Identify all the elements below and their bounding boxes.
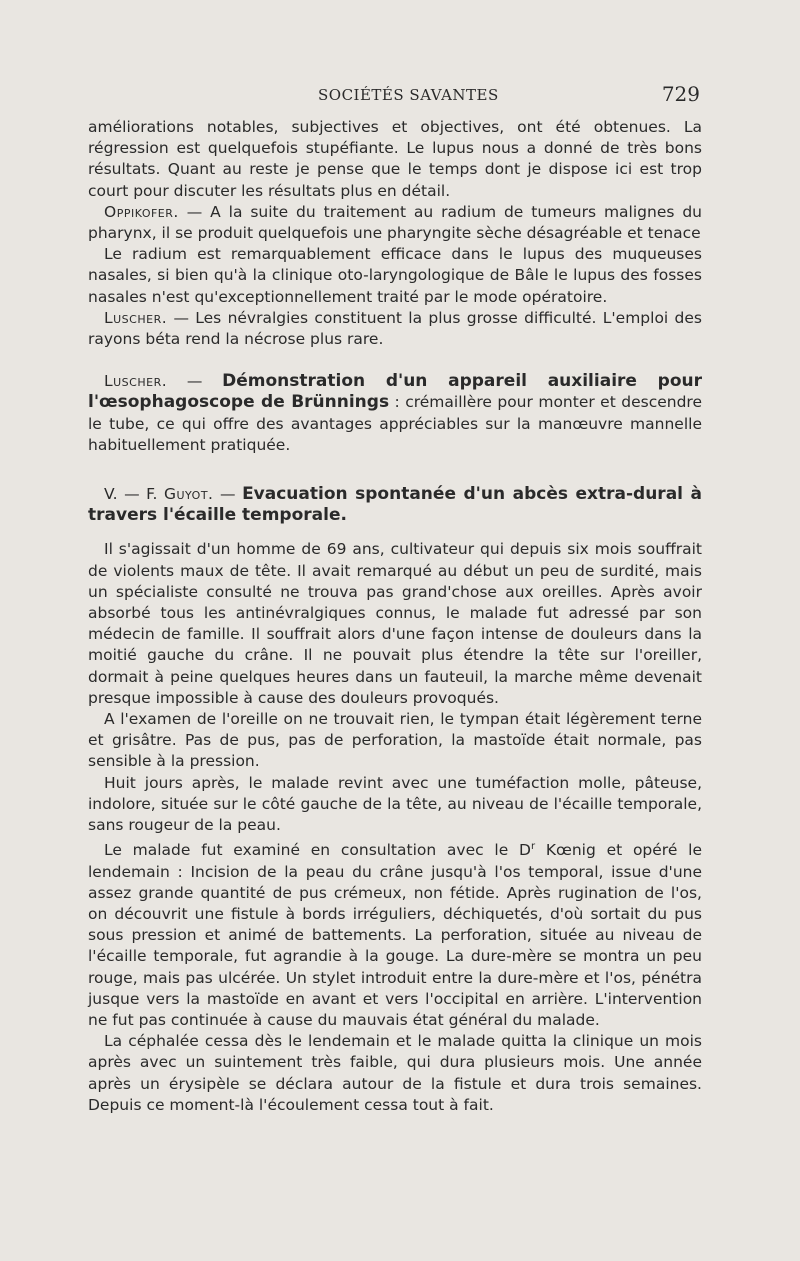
- paragraph-1: améliorations notables, subjectives et objectives, ont été obtenues. La régression est quelquefois stupéfiante. Le lupus nous a donné de très bons résultats. Quant au reste je pense que le temps dont je dispose ici est trop court pour discuter les résultats plus en détail.: [88, 118, 702, 200]
- paragraph-oppikofer: [88, 202, 702, 244]
- paragraph-text: Kœnig et opéré le lendemain : Incision de la peau du crâne jusqu'à l'os temporal, issue d'une assez grande quantité de pus crémeux, non fétide. Après rugination de l'os, on découvrit une fistule à bords irréguliers, déchiquetés, d'où sortait du pus sous pression et animé de battements. La perforation, située au niveau de l'écaille temporale, fut agrandie à la gouge. La dure-mère se montra un peu rouge, mais pas ulcérée. Un stylet introduit entre la dure-mère et l'os, pénétra jusque vers la mastoïde en avant et vers l'occipital en arrière. L'intervention ne fut pas continuée à cause du mauvais état général du malade.: [88, 841, 702, 1030]
- paragraph-text: : crémaillère pour monter et descendre le tube, ce qui offre des avantages appréciables sur la manœuvre mannelle habituellement pratiquée.: [88, 393, 702, 454]
- communication-title: Démonstration d'un appareil auxiliaire pour l'œsophagoscope de Brünnings: [88, 371, 702, 413]
- page-number: 729: [661, 82, 700, 106]
- author-name: Luscher.: [104, 308, 168, 327]
- paragraph-luscher-demonstration: [88, 371, 702, 456]
- dash: —: [167, 372, 223, 391]
- paragraph-operation: [88, 836, 702, 1031]
- author-name: Oppikofer.: [104, 202, 179, 221]
- paragraph-text: — A la suite du traitement au radium de tumeurs malignes du pharynx, il se produit quelquefois une pharyngite sèche désagréable et tenace: [88, 202, 702, 243]
- superscript: r: [530, 841, 536, 853]
- paragraph-case: Il s'agissait d'un homme de 69 ans, cultivateur qui depuis six mois souffrait de violents maux de tête. Il avait remarqué au début un peu de surdité, mais un spécialiste consulté ne trouva pas grand'chose aux oreilles. Après avoir absorbé tous les antinévralgiques connus, le malade fut adressé par son médecin de famille. Il souffrait alors d'une façon intense de douleurs dans la moitié gauche du crâne. Il ne pouvait plus étendre la tête sur l'oreiller, dormait à peine quelques heures dans un fauteuil, la marche même devenait presque impossible à cause des douleurs provoqués.: [88, 540, 702, 707]
- paragraph-radium: Le radium est remarquablement efficace dans le lupus des muqueuses nasales, si bien qu'à la clinique oto-laryngologique de Bâle le lupus des fosses nasales n'est qu'exceptionnellement traité par le mode opératoire.: [88, 245, 702, 306]
- author-name: Luscher.: [104, 372, 168, 391]
- dash: —: [213, 485, 243, 504]
- paragraph-text: Le malade fut examiné en consultation avec le D: [104, 841, 531, 860]
- paragraph-huit-jours: Huit jours après, le malade revint avec une tuméfaction molle, pâteuse, indolore, située sur le côté gauche de la tête, au niveau de l'écaille temporale, sans rougeur de la peau.: [88, 773, 702, 835]
- paragraph-examen: A l'examen de l'oreille on ne trouvait rien, le tympan était légèrement terne et grisâtre. Pas de pus, pas de perforation, la mastoïde était normale, pas sensible à la pression.: [88, 710, 702, 771]
- article-body: [88, 117, 702, 1116]
- section-heading-guyot: [88, 484, 702, 526]
- section-number: V. — F.: [104, 485, 164, 504]
- paragraph-text: — Les névralgies constituent la plus grosse difficulté. L'emploi des rayons béta rend la nécrose plus rare.: [88, 308, 702, 349]
- running-head: SOCIÉTÉS SAVANTES: [318, 86, 499, 104]
- communication-title: Evacuation spontanée d'un abcès extra-dural à travers l'écaille temporale.: [88, 484, 702, 526]
- paragraph-luscher-1: [88, 308, 702, 350]
- author-name: Guyot.: [164, 485, 214, 504]
- page-header: [88, 82, 700, 108]
- paragraph-outcome: La céphalée cessa dès le lendemain et le malade quitta la clinique un mois après avec un suintement très faible, qui dura plusieurs mois. Une année après un érysipèle se déclara autour de la fistule et dura trois semaines. Depuis ce moment-là l'écoulement cessa tout à fait.: [88, 1032, 702, 1114]
